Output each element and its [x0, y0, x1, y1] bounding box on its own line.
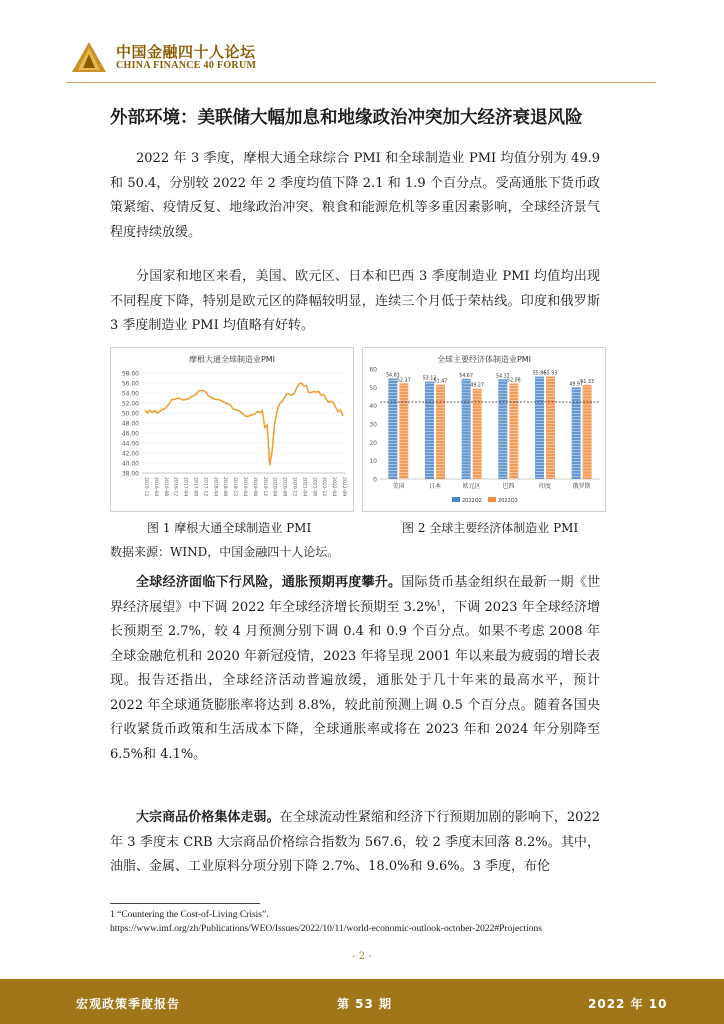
y-tick-label: 10 — [369, 458, 377, 466]
x-tick-label: 2020-12 — [291, 477, 297, 497]
footnote-marker: 1 — [436, 599, 442, 608]
x-tick-label: 2021-08 — [311, 477, 317, 497]
x-tick-label: 2018-12 — [232, 477, 238, 497]
bar-data-label: 51.33 — [580, 379, 595, 385]
figure-2-caption: 图 2 全球主要经济体制造业 PMI — [402, 521, 579, 535]
y-tick-label: 20 — [369, 439, 377, 447]
y-tick-label: 44.00 — [121, 440, 139, 448]
paragraph-growth-outlook — [110, 571, 600, 767]
bar-data-label: 54.67 — [459, 373, 474, 379]
paragraph-pmi-summary: 2022 年 3 季度，摩根大通全球综合 PMI 和全球制造业 PMI 均值分别为 49.9 和 50.4，分别较 2022 年 2 季度均值下降 2.1 和 1.9 个百分点。受高通胀下货币政策紧缩、疫情反复、地缘政治冲突、粮食和能源危机等多重因素影响，全球经济景气程度持续放缓。 — [110, 151, 600, 240]
legend-swatch — [452, 497, 460, 502]
legend-label: 2022Q3 — [498, 498, 518, 504]
footnote-url[interactable]: https://www.imf.org/zh/Publications/WEO/Issues/2022/10/11/world-economic-outlook-october-2022#Projections — [110, 924, 542, 934]
y-tick-label: 50 — [369, 384, 377, 392]
x-tick-label: 2020-08 — [281, 477, 287, 497]
footer-date: 2022 年 10 — [588, 997, 668, 1011]
y-tick-label: 50.00 — [121, 410, 139, 418]
logo-chinese-name: 中国金融四十人论坛 — [116, 43, 256, 61]
x-tick-label: 2017-08 — [192, 477, 198, 497]
x-tick-label: 2019-08 — [251, 477, 257, 497]
x-tick-label: 2017-04 — [182, 477, 188, 497]
x-tick-label: 2020-04 — [271, 477, 277, 497]
y-tick-label: 52.00 — [121, 400, 139, 408]
footnote-divider — [110, 903, 260, 904]
paragraph-commodities — [110, 806, 600, 880]
paragraph-4-text: 在全球流动性紧缩和经济下行预期加剧的影响下，2022 年 3 季度末 CRB 大宗商品价格综合指数为 567.6，较 2 季度末回落 8.2%。其中，油脂、金属、工业原料分项分别下降 2.7%、18.0%和 9.6%。3 季度，布伦 — [110, 810, 600, 874]
bar-data-label: 49.27 — [470, 383, 485, 389]
figure-2-chart — [362, 347, 606, 512]
x-category-label: 日本 — [428, 483, 442, 490]
bar-2022Q2 — [535, 377, 544, 479]
chart-title: 全球主要经济体制造业PMI — [436, 355, 532, 364]
y-tick-label: 54.00 — [121, 390, 139, 398]
y-tick-label: 40.00 — [121, 460, 139, 468]
y-tick-label: 48.00 — [121, 420, 139, 428]
x-tick-label: 2018-04 — [212, 477, 218, 497]
x-category-label: 欧元区 — [462, 483, 481, 490]
figure-1-caption: 图 1 摩根大通全球制造业 PMI — [147, 521, 312, 535]
figure-1-chart — [110, 347, 354, 512]
paragraph-3-text-b: ，下调 2023 年全球经济增长预期至 2.7%，较 4 月预测分别下调 0.4 和 0.9 个百分点。如果不考虑 2008 年全球金融危机和 2020 年新冠疫情，2023 年将呈现 2001 年以来最为疲弱的增长表现。报告还指出，全球经济活动普遍放缓，通胀处于几十年来的最高水平，预计 2022 年全球通货膨胀率将达到 8.8%，较此前预测上调 0.5 个百分点。随着各国央行收紧货币政策和生活成本下降，全球通胀率或将在 2023 年和 2024 年分别降至 6.5%和 4.1%。 — [110, 599, 600, 762]
paragraph-3-lead: 全球经济面临下行风险，通胀预期再度攀升。 — [136, 575, 402, 590]
bar-chart-svg — [362, 347, 606, 512]
line-chart-svg — [110, 347, 354, 512]
x-tick-label: 2021-04 — [301, 477, 307, 497]
paragraph-4-lead: 大宗商品价格集体走弱。 — [136, 810, 280, 825]
chart-title: 摩根大通全球制造业PMI — [188, 355, 276, 364]
y-tick-label: 46.00 — [121, 430, 139, 438]
x-tick-label: 2022-04 — [331, 477, 337, 497]
bar-data-label: 55.86 — [532, 371, 547, 377]
footnote-title: 1 “Countering the Cost-of-Living Crisis”. — [110, 910, 269, 920]
forum-logo-icon — [70, 40, 108, 74]
bar-data-label: 51.47 — [433, 379, 448, 385]
page-number: - 2 - — [352, 951, 372, 962]
section-title: 外部环境：美联储大幅加息和地缘政治冲突加大经济衰退风险 — [110, 108, 583, 128]
data-source: 数据来源：WIND，中国金融四十人论坛。 — [110, 545, 340, 559]
footer-issue: 第 53 期 — [337, 997, 393, 1011]
bar-data-label: 54.37 — [495, 374, 510, 380]
x-tick-label: 2017-12 — [202, 477, 208, 497]
x-tick-label: 2022-09 — [341, 477, 346, 497]
y-tick-label: 30 — [369, 421, 377, 429]
x-category-label: 美国 — [392, 483, 405, 490]
page-footer — [0, 979, 724, 1024]
x-tick-label: 2019-04 — [242, 477, 247, 497]
y-tick-label: 0 — [373, 476, 377, 484]
paragraph-regional-pmi: 分国家和地区来看，美国、欧元区、日本和巴西 3 季度制造业 PMI 均值均出现不同程度下降，特别是欧元区的降幅较明显，连续三个月低于荣枯线。印度和俄罗斯 3 季度制造业 PMI 均值略有好转。 — [110, 269, 600, 333]
x-tick-label: 2016-12 — [172, 477, 178, 497]
logo-english-name: CHINA FINANCE 40 FORUM — [116, 60, 257, 71]
x-tick-label: 2016-04 — [152, 477, 158, 497]
bar-data-label: 52.17 — [396, 378, 411, 384]
x-tick-label: 2018-08 — [222, 477, 228, 497]
x-tick-label: 2015-12 — [143, 477, 148, 497]
paragraph-3-text-a: 国际货币基金组织在最新一期《世界经济展望》中下调 2022 年全球经济增长预期至 3.2% — [110, 575, 600, 615]
bar-data-label: 52.08 — [506, 378, 521, 384]
legend-label: 2022Q2 — [462, 498, 482, 504]
bar-data-label: 53.12 — [422, 376, 437, 382]
y-tick-label: 42.00 — [121, 450, 139, 458]
y-tick-label: 40 — [369, 403, 377, 411]
x-category-label: 巴西 — [502, 483, 515, 490]
footer-report-name: 宏观政策季度报告 — [76, 997, 181, 1011]
bar-data-label: 49.97 — [569, 382, 584, 388]
bar-2022Q3 — [546, 376, 555, 479]
y-tick-label: 60 — [369, 366, 377, 374]
x-tick-label: 2019-12 — [261, 477, 267, 497]
y-tick-label: 38.00 — [121, 470, 139, 478]
bar-data-label: 55.93 — [543, 371, 558, 377]
x-category-label: 俄罗斯 — [572, 483, 591, 490]
x-tick-label: 2021-12 — [321, 477, 327, 497]
y-tick-label: 56.00 — [121, 380, 139, 388]
bar-data-label: 54.83 — [385, 373, 400, 379]
header-divider — [66, 82, 656, 83]
x-tick-label: 2016-08 — [162, 477, 168, 497]
y-tick-label: 58.00 — [121, 370, 139, 378]
x-category-label: 印度 — [538, 483, 552, 490]
legend-swatch — [488, 497, 496, 502]
